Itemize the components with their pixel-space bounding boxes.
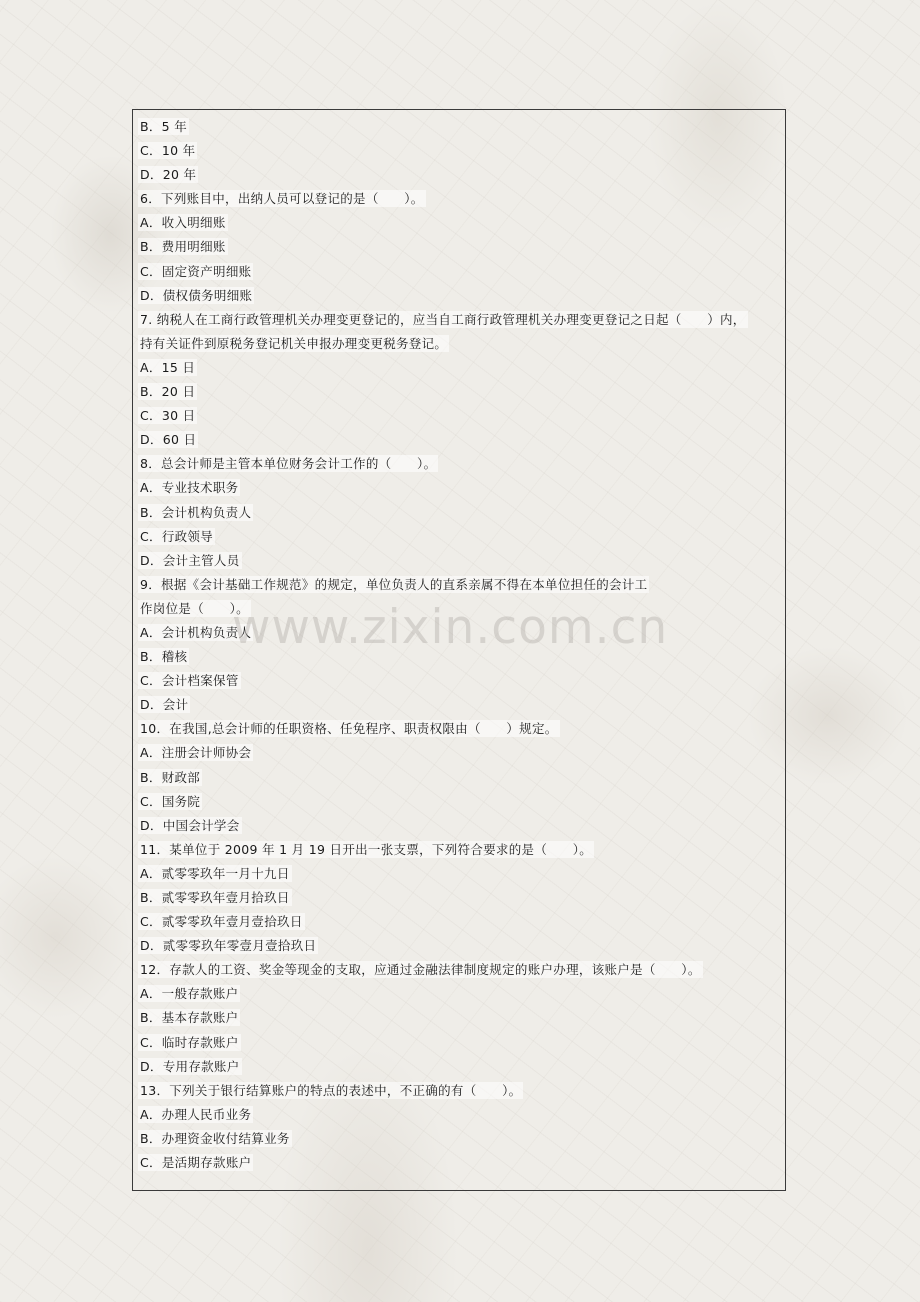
text-line-content: A．收入明细账 [140,215,226,231]
text-line-content: 7. 纳税人在工商行政管理机关办理变更登记的，应当自工商行政管理机关办理变更登记之日起（ ）内， [140,311,746,327]
text-line-content: D．60 日 [140,432,197,448]
text-line-content: B．5 年 [140,119,188,134]
text-line [138,958,784,982]
text-line [138,380,784,404]
text-line-content: D．债权债务明细账 [140,287,253,303]
text-line [138,790,784,814]
text-line [138,1031,784,1055]
text-line-content: 6．下列账目中，出纳人员可以登记的是（ ）。 [140,191,424,207]
text-line [138,621,784,645]
text-line [138,886,784,910]
text-line-content: B．稽核 [140,649,188,665]
text-line-content: 9．根据《会计基础工作规范》的规定，单位负责人的直系亲属不得在本单位担任的会计工 [140,576,648,592]
text-line-content: B．会计机构负责人 [140,504,252,520]
text-line-content: A．15 日 [140,359,196,375]
text-line-content: C．固定资产明细账 [140,263,252,279]
text-line-content: D．会计主管人员 [140,552,240,568]
text-line [138,741,784,765]
text-line [138,645,784,669]
text-line-content: 8．总会计师是主管本单位财务会计工作的（ ）。 [140,456,437,472]
text-line-content: 13．下列关于银行结算账户的特点的表述中，不正确的有（ ）。 [140,1082,522,1098]
text-line [138,910,784,934]
text-line [138,260,784,284]
text-line [138,934,784,958]
text-line [138,404,784,428]
text-line-content: C．是活期存款账户 [140,1155,252,1171]
text-line [138,235,784,259]
text-line [138,452,784,476]
text-line-content: 持有关证件到原税务登记机关申报办理变更税务登记。 [140,335,448,351]
text-line-content: B．办理资金收付结算业务 [140,1130,290,1146]
text-line [138,838,784,862]
text-line [138,332,784,356]
text-line [138,982,784,1006]
text-line [138,211,784,235]
text-line [138,549,784,573]
text-line [138,1006,784,1030]
text-line-content: D．贰零零玖年零壹月壹拾玖日 [140,938,317,954]
text-line-content: 12．存款人的工资、奖金等现金的支取，应通过金融法律制度规定的账户办理，该账户是（ ）。 [140,962,701,978]
watermark: www.zixin.com.cn [232,600,669,655]
text-line [138,187,784,211]
text-line-content: A．注册会计师协会 [140,745,252,761]
text-line-content: 作岗位是（ ）。 [140,600,249,616]
text-line [138,1079,784,1103]
text-line-content: D．20 年 [140,167,197,183]
text-line [138,717,784,741]
text-line-content: D．中国会计学会 [140,817,240,833]
text-line [138,766,784,790]
text-line-content: B．贰零零玖年壹月拾玖日 [140,890,290,905]
text-line [138,1055,784,1079]
text-line-content: A．一般存款账户 [140,986,239,1002]
text-line [138,428,784,452]
text-line-content: C．国务院 [140,793,201,809]
text-line [138,862,784,886]
text-line-content: D．专用存款账户 [140,1058,240,1074]
text-line-content: C．行政领导 [140,528,214,544]
text-line [138,597,784,621]
text-line [138,356,784,380]
text-line-content: B．财政部 [140,769,201,785]
text-line [138,669,784,693]
text-line [138,163,784,187]
text-line [138,501,784,525]
text-line-content: A．贰零零玖年一月十九日 [140,865,290,881]
text-line [138,115,784,139]
text-line [138,1151,784,1175]
text-line-content: C．10 年 [140,143,196,159]
text-line-content: 11．某单位于 2009 年 1 月 19 日开出一张支票，下列符合要求的是（ ）。 [140,841,593,857]
text-line-content: B．20 日 [140,384,196,400]
text-line-content: C．30 日 [140,408,196,424]
document-text [138,115,784,1175]
text-line [138,814,784,838]
text-line-content: A．专业技术职务 [140,480,239,496]
text-line [138,1103,784,1127]
text-line [138,1127,784,1151]
text-line [138,525,784,549]
text-line-content: A．办理人民币业务 [140,1106,252,1122]
text-line-content: C．贰零零玖年壹月壹拾玖日 [140,914,303,930]
text-line-content: B．费用明细账 [140,239,226,255]
text-line [138,308,784,332]
text-line-content: B．基本存款账户 [140,1010,239,1026]
text-line-content: D．会计 [140,697,189,713]
text-line [138,139,784,163]
text-line-content: 10．在我国,总会计师的任职资格、任免程序、职责权限由（ ）规定。 [140,721,558,737]
text-line-content: C．临时存款账户 [140,1034,239,1050]
text-line [138,693,784,717]
text-line-content: C．会计档案保管 [140,673,239,689]
text-line-content: A．会计机构负责人 [140,624,252,640]
document-frame [132,109,786,1191]
text-line [138,284,784,308]
text-line [138,476,784,500]
text-line [138,573,784,597]
